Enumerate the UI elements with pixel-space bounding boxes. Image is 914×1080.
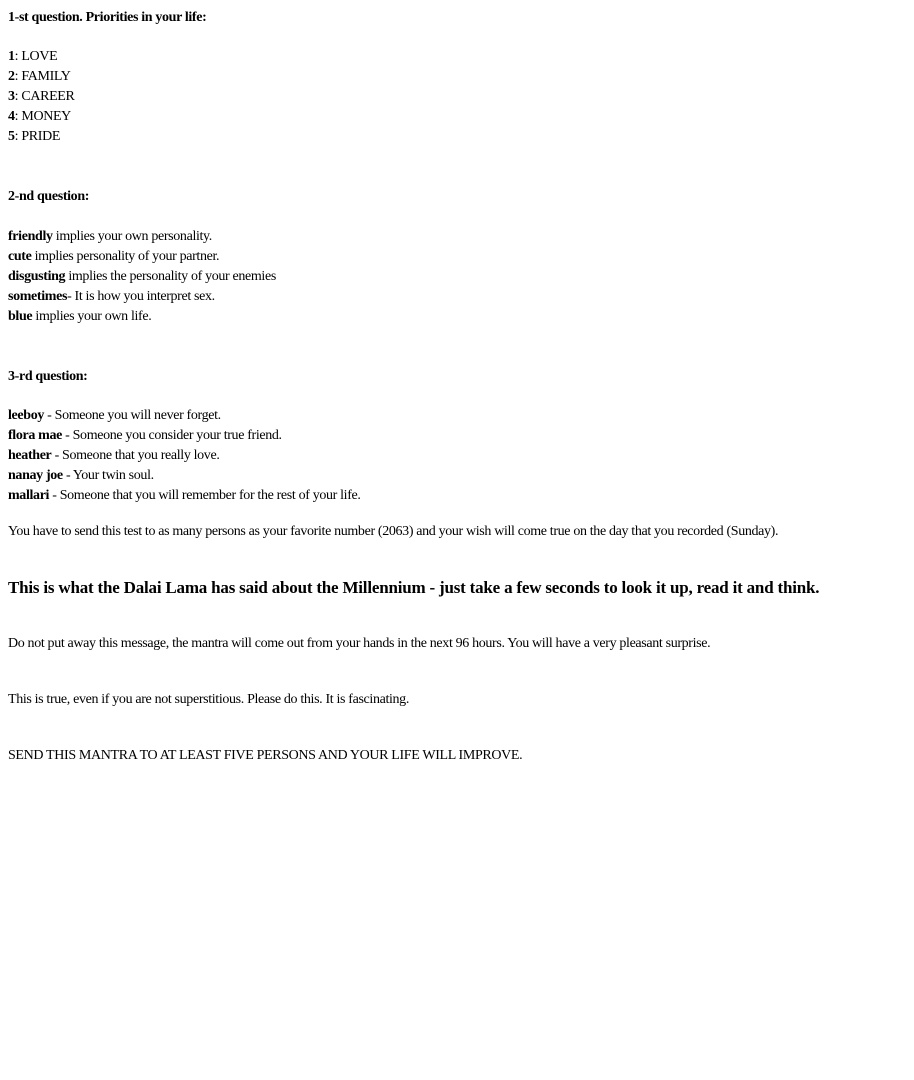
q3-item: mallari - Someone that you will remember for the rest of your life.: [8, 488, 361, 503]
send-test-paragraph: You have to send this test to as many persons as your favorite number (2063) and your wish will come true on the day that you recorded (Sunday).: [8, 524, 779, 539]
closing-paragraph: SEND THIS MANTRA TO AT LEAST FIVE PERSONS AND YOUR LIFE WILL IMPROVE.: [8, 748, 523, 763]
q1-item: 3: CAREER: [8, 89, 75, 104]
q1-item: 5: PRIDE: [8, 129, 61, 144]
q2-item: friendly implies your own personality.: [8, 229, 212, 244]
q3-item: nanay joe - Your twin soul.: [8, 468, 154, 483]
q3-item: flora mae - Someone you consider your true friend.: [8, 428, 282, 443]
q2-item: disgusting implies the personality of your enemies: [8, 269, 276, 284]
q2-heading: 2-nd question:: [8, 189, 90, 204]
q1-item: 4: MONEY: [8, 109, 71, 124]
q1-item: 2: FAMILY: [8, 69, 71, 84]
q2-item: cute implies personality of your partner.: [8, 249, 220, 264]
q1-item: 1: LOVE: [8, 49, 58, 64]
dalai-lama-heading: This is what the Dalai Lama has said about the Millennium - just take a few seconds to look it up, read it and think.: [8, 578, 820, 597]
q2-item: sometimes- It is how you interpret sex.: [8, 289, 215, 304]
q2-item: blue implies your own life.: [8, 309, 152, 324]
q1-heading: 1-st question. Priorities in your life:: [8, 10, 207, 25]
mantra-paragraph: Do not put away this message, the mantra will come out from your hands in the next 96 hours. You will have a very pleasant surprise.: [8, 636, 711, 651]
q3-item: heather - Someone that you really love.: [8, 448, 220, 463]
q3-item: leeboy - Someone you will never forget.: [8, 408, 221, 423]
q3-heading: 3-rd question:: [8, 369, 88, 384]
true-paragraph: This is true, even if you are not superstitious. Please do this. It is fascinating.: [8, 692, 409, 707]
